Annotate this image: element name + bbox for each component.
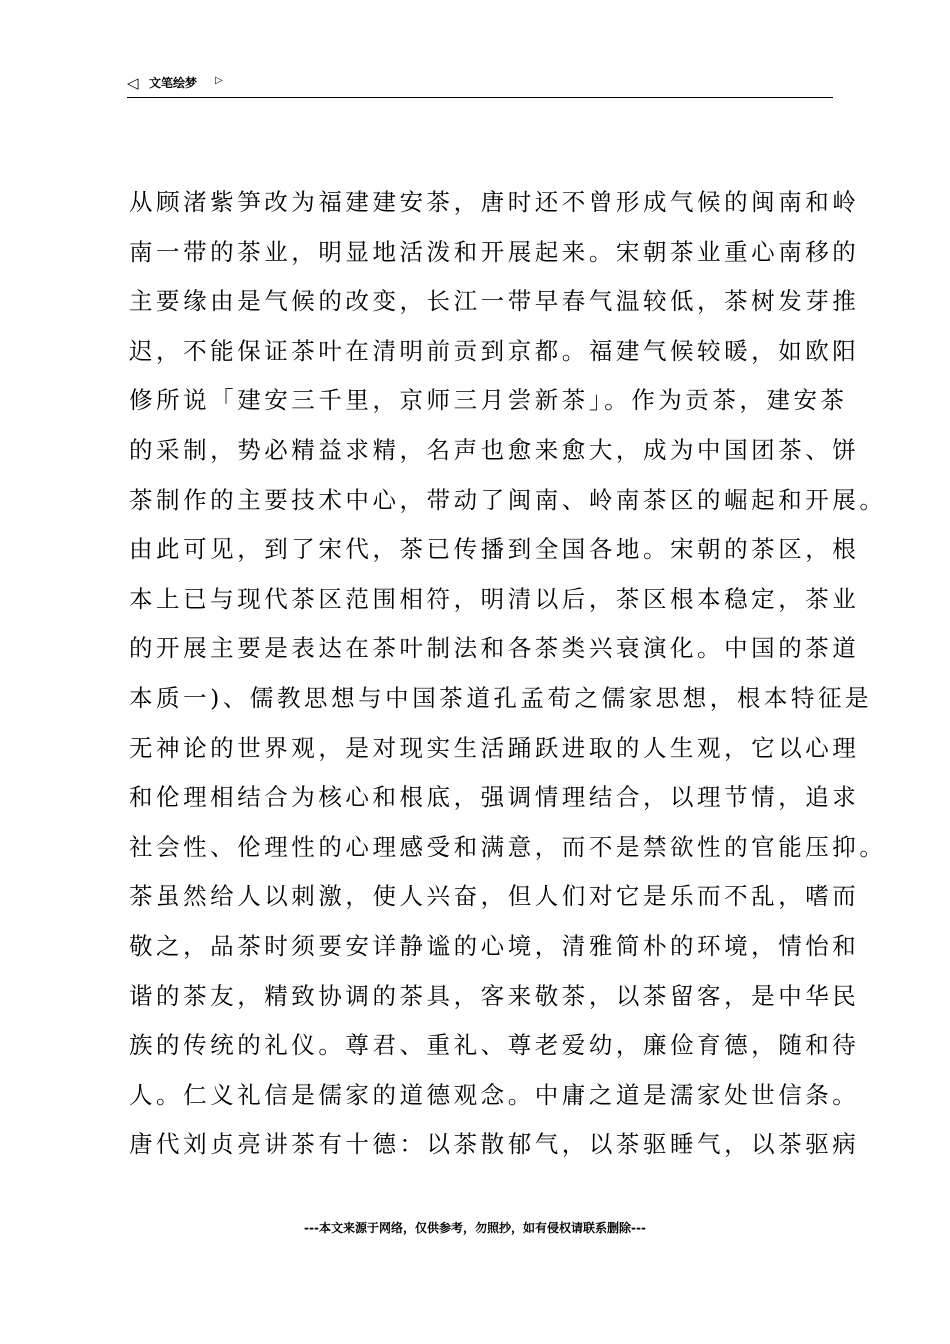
body-line: 社会性、伦理性的心理感受和满意，而不是禁欲性的官能压抑。 xyxy=(129,832,887,861)
body-text xyxy=(129,178,887,1170)
triangle-right-icon: ▷ xyxy=(215,75,223,86)
body-line: 茶虽然给人以刺激，使人兴奋，但人们对它是乐而不乱，嗜而 xyxy=(129,882,860,911)
body-line: 南一带的茶业，明显地活泼和开展起来。宋朝茶业重心南移的 xyxy=(129,237,860,266)
header-title: 文笔绘梦 xyxy=(149,76,198,90)
body-line: 从顾渚紫笋改为福建建安茶，唐时还不曾形成气候的闽南和岭 xyxy=(129,188,860,216)
body-line: 谐的茶友，精致协调的茶具，客来敬茶，以茶留客，是中华民 xyxy=(129,981,860,1010)
body-line: 的开展主要是表达在茶叶制法和各茶类兴衰演化。中国的茶道 xyxy=(129,634,860,663)
body-line: 主要缘由是气候的改变，长江一带早春气温较低，茶树发芽推 xyxy=(129,287,860,316)
page-footer: ---本文来源于网络，仅供参考，勿照抄，如有侵权请联系删除--- xyxy=(304,1221,646,1235)
body-line: 敬之，品茶时须要安详静谧的心境，清雅简朴的环境，情怡和 xyxy=(129,931,860,960)
body-line: 迟，不能保证茶叶在清明前贡到京都。福建气候较暖，如欧阳 xyxy=(129,336,860,365)
body-line: 修所说「建安三千里，京师三月尝新茶」。作为贡茶，建安茶 xyxy=(129,386,848,415)
page-header xyxy=(127,72,833,98)
body-line: 唐代刘贞亮讲茶有十德：以茶散郁气，以茶驱睡气，以茶驱病 xyxy=(129,1130,860,1159)
body-line: 茶制作的主要技术中心，带动了闽南、岭南茶区的崛起和开展。 xyxy=(129,485,887,514)
body-line: 由此可见，到了宋代，茶已传播到全国各地。宋朝的茶区，根 xyxy=(129,535,860,564)
body-line: 的采制，势必精益求精，名声也愈来愈大，成为中国团茶、饼 xyxy=(129,435,860,464)
body-line: 人。仁义礼信是儒家的道德观念。中庸之道是濡家处世信条。 xyxy=(129,1080,860,1109)
body-line: 本质一)、儒教思想与中国茶道孔孟荀之儒家思想，根本特征是 xyxy=(129,683,873,712)
body-line: 和伦理相结合为核心和根底，强调情理结合，以理节情，追求 xyxy=(129,783,860,812)
body-line: 无神论的世界观，是对现实生活踊跃进取的人生观，它以心理 xyxy=(129,733,860,762)
triangle-left-icon: ◁ xyxy=(127,74,139,92)
body-line: 本上已与现代茶区范围相符，明清以后，茶区根本稳定，茶业 xyxy=(129,584,860,613)
body-line: 族的传统的礼仪。尊君、重礼、尊老爱幼，廉俭育德，随和待 xyxy=(129,1031,860,1060)
